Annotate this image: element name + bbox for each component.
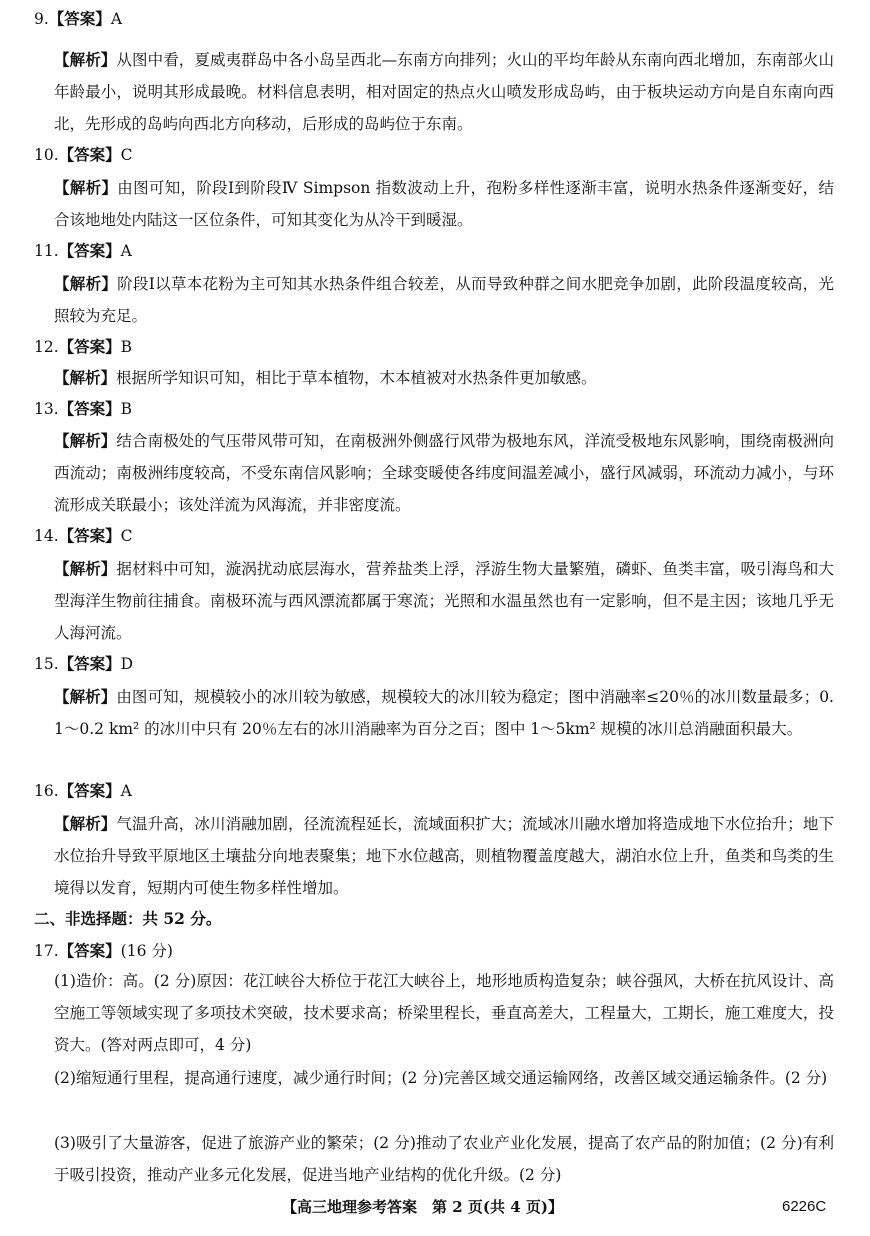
answer-choice: A xyxy=(110,10,123,28)
answer-choice: C xyxy=(120,146,133,164)
question-10-analysis xyxy=(54,172,834,237)
question-15-analysis xyxy=(54,681,834,746)
question-14-analysis xyxy=(54,553,834,649)
analysis-text: 结合南极处的气压带风带可知，在南极洲外侧盛行风带为极地东风，洋流受极地东风影响，围绕南极洲向西流动；南极洲纬度较高，不受东南信风影响；全球变暖使各纬度间温差减小，盛行风减弱，环流动力减小，与环流形成关联最小；该处洋流为风海流，并非密度流。 xyxy=(54,432,834,514)
question-17-part-3: (3)吸引了大量游客，促进了旅游产业的繁荣；(2 分)推动了农业产业化发展，提高了农产品的附加值；(2 分)有利于吸引投资，推动产业多元化发展，促进当地产业结构的优化升级。(2 分) xyxy=(54,1134,834,1184)
answer-label: 【答案】 xyxy=(48,9,111,28)
answer-label: 【答案】 xyxy=(58,145,121,164)
analysis-label: 【解析】 xyxy=(54,50,117,69)
analysis-text: 从图中看，夏威夷群岛中各小岛呈西北—东南方向排列；火山的平均年龄从东南向西北增加，东南部火山年龄最小，说明其形成最晚。材料信息表明，相对固定的热点火山喷发形成岛屿，由于板块运动方向是自东南向西北，先形成的岛屿向西北方向移动，后形成的岛屿位于东南。 xyxy=(54,51,834,133)
analysis-label: 【解析】 xyxy=(54,687,117,706)
section-heading-non-choice: 二、非选择题：共 52 分。 xyxy=(34,909,222,928)
analysis-label: 【解析】 xyxy=(54,178,118,197)
answer-label: 【答案】 xyxy=(58,526,121,545)
question-16-answer-line xyxy=(34,780,834,802)
answer-choice: A xyxy=(120,782,132,800)
question-13-analysis xyxy=(54,425,834,521)
question-9-answer-line xyxy=(34,8,834,30)
question-11-answer-line xyxy=(34,240,834,262)
question-number: 9. xyxy=(34,10,49,28)
answer-choice: C xyxy=(120,527,133,545)
analysis-label: 【解析】 xyxy=(54,814,117,833)
question-17-answer-line xyxy=(34,940,834,962)
analysis-text: 由图可知，阶段Ⅰ到阶段Ⅳ Simpson 指数波动上升，孢粉多样性逐渐丰富，说明水热条件逐渐变好，结合该地地处内陆这一区位条件，可知其变化为从冷干到暖湿。 xyxy=(54,179,834,229)
question-number: 16. xyxy=(34,782,59,800)
analysis-label: 【解析】 xyxy=(54,431,117,450)
question-number: 12. xyxy=(34,338,59,356)
answer-label: 【答案】 xyxy=(58,781,121,800)
page-footer-code: 6226C xyxy=(782,1198,827,1215)
question-10-answer-line xyxy=(34,144,834,166)
question-number: 10. xyxy=(34,146,59,164)
question-number: 14. xyxy=(34,527,59,545)
answer-label: 【答案】 xyxy=(58,337,121,356)
analysis-text: 据材料中可知，漩涡扰动底层海水，营养盐类上浮，浮游生物大量繁殖，磷虾、鱼类丰富，吸引海鸟和大型海洋生物前往捕食。南极环流与西风漂流都属于寒流；光照和水温虽然也有一定影响，但不是主因；该地几乎无人海河流。 xyxy=(54,560,834,642)
answer-choice: B xyxy=(120,338,133,356)
answer-choice: A xyxy=(120,242,132,260)
answer-label: 【答案】 xyxy=(58,399,121,418)
question-12-analysis xyxy=(54,362,834,395)
question-11-analysis xyxy=(54,268,834,333)
question-number: 15. xyxy=(34,655,59,673)
page-footer-title: 【高三地理参考答案 第 2 页(共 4 页)】 xyxy=(282,1198,563,1216)
question-17-part-2: (2)缩短通行里程，提高通行速度，减少通行时间；(2 分)完善区域交通运输网络，改善区域交通运输条件。(2 分) xyxy=(54,1069,828,1087)
question-number: 17. xyxy=(34,942,59,960)
question-16-analysis xyxy=(54,808,834,904)
answer-choice: D xyxy=(120,655,134,673)
analysis-text: 根据所学知识可知，相比于草本植物，木本植被对水热条件更加敏感。 xyxy=(116,369,597,387)
answer-label: 【答案】 xyxy=(58,941,121,960)
analysis-text: 阶段Ⅰ以草本花粉为主可知其水热条件组合较差，从而导致种群之间水肥竞争加剧，此阶段温度较高，光照较为充足。 xyxy=(54,275,834,325)
question-score: (16 分) xyxy=(120,942,173,960)
analysis-text: 由图可知，规模较小的冰川较为敏感，规模较大的冰川较为稳定；图中消融率≤20％的冰川数量最多；0.1～0.2 km² 的冰川中只有 20％左右的冰川消融率为百分之百；图中 1～5km² 规模的冰川总消融面积最大。 xyxy=(54,688,834,738)
answer-label: 【答案】 xyxy=(58,654,121,673)
question-12-answer-line xyxy=(34,336,834,358)
question-9-analysis xyxy=(54,44,834,140)
answer-choice: B xyxy=(120,400,133,418)
analysis-label: 【解析】 xyxy=(54,559,117,578)
analysis-label: 【解析】 xyxy=(54,368,117,387)
answer-label: 【答案】 xyxy=(58,241,121,260)
analysis-text: 气温升高，冰川消融加剧，径流流程延长，流域面积扩大；流域冰川融水增加将造成地下水位抬升；地下水位抬升导致平原地区土壤盐分向地表聚集；地下水位越高，则植物覆盖度越大，湖泊水位上升，鱼类和鸟类的生境得以发育，短期内可使生物多样性增加。 xyxy=(54,815,834,897)
analysis-label: 【解析】 xyxy=(54,274,118,293)
question-number: 11. xyxy=(34,242,59,260)
question-13-answer-line xyxy=(34,398,834,420)
question-15-answer-line xyxy=(34,653,834,675)
question-17-part-1: (1)造价：高。(2 分)原因：花江峡谷大桥位于花江大峡谷上，地形地质构造复杂；峡谷强风，大桥在抗风设计、高空施工等领域实现了多项技术突破，技术要求高；桥梁里程长，垂直高差大，工程量大，工期长，施工难度大，投资大。(答对两点即可，4 分) xyxy=(54,972,834,1054)
question-number: 13. xyxy=(34,400,59,418)
question-14-answer-line xyxy=(34,525,834,547)
